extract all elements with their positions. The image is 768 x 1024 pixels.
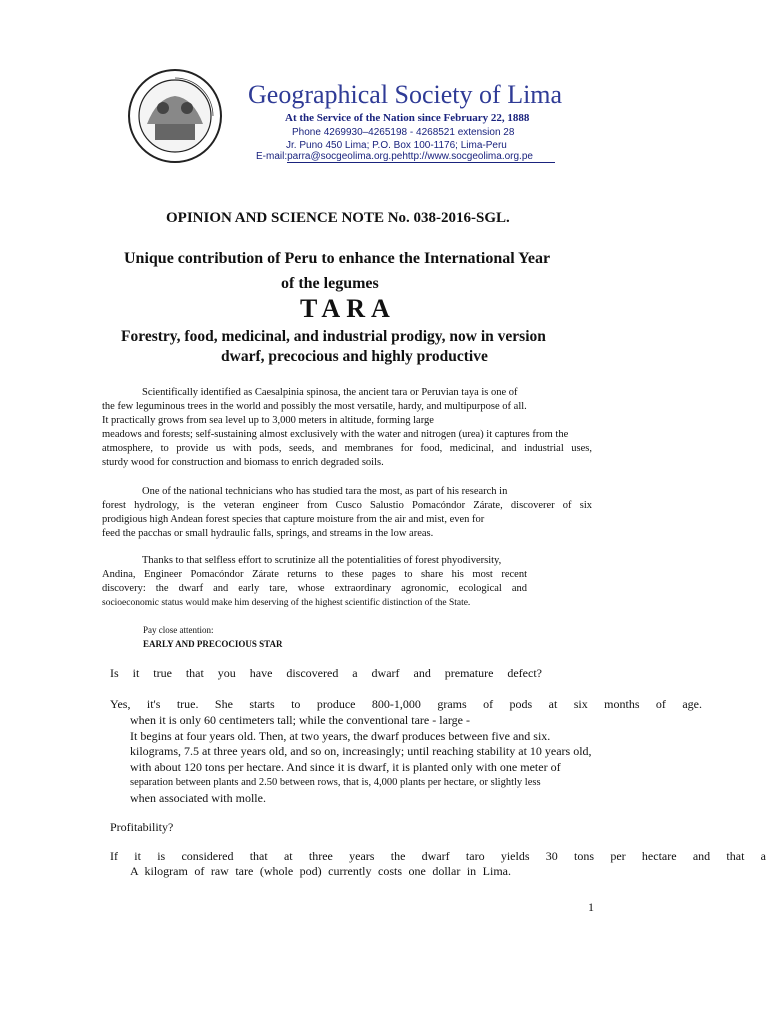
address-line: Jr. Puno 450 Lima; P.O. Box 100-1176; Lima-Peru <box>286 140 507 151</box>
note-number: OPINION AND SCIENCE NOTE No. 038-2016-SGL. <box>166 210 510 226</box>
paragraph-1 <box>102 386 592 470</box>
paragraph-line: Andina, Engineer Pomacóndor Zárate returns to these pages to share his most recent <box>102 569 527 580</box>
paragraph-2 <box>102 485 592 541</box>
email-link[interactable]: parra@socgeolima.org.pehttp://www.socgeolima.org.pe <box>287 151 555 163</box>
paragraph-line: discovery: the dwarf and early tare, whose extraordinary agronomic, ecological and <box>102 583 527 594</box>
answer-2-first-line: If it is considered that at three years the dwarf taro yields 30 tons per hectare and that a <box>110 849 766 863</box>
paragraph-line: It practically grows from sea level up to 3,000 meters in altitude, forming large <box>102 415 434 426</box>
paragraph-line: socioeconomic status would make him deserving of the highest scientific distinction of the State. <box>102 598 471 608</box>
question-2: Profitability? <box>110 820 174 834</box>
email-line <box>256 151 555 162</box>
paragraph-3 <box>102 554 527 610</box>
attention-text: Pay close attention: <box>143 625 214 635</box>
paragraph-line: meadows and forests; self-sustaining almost exclusively with the water and nitrogen (urea) it captures from the <box>102 429 569 440</box>
paragraph-line: feed the pacchas or small hydraulic falls, springs, and streams in the low areas. <box>102 528 434 539</box>
subtitle-line-1: Unique contribution of Peru to enhance the International Year <box>124 250 551 267</box>
paragraph-line: the few leguminous trees in the world and possibly the most versatile, hardy, and multipurpose of all. <box>102 401 527 412</box>
answer-2-second-line: A kilogram of raw tare (whole pod) currently costs one dollar in Lima. <box>130 864 511 878</box>
question-1: Is it true that you have discovered a dwarf and premature defect? <box>110 666 542 680</box>
phone-line: Phone 4269930–4265198 - 4268521 extension 28 <box>292 127 515 138</box>
answer-line: It begins at four years old. Then, at two years, the dwarf produces between five and six. <box>130 728 551 743</box>
answer-1-body <box>130 713 590 806</box>
paragraph-line: Scientifically identified as Caesalpinia spinosa, the ancient tara or Peruvian taya is one of <box>142 387 518 398</box>
document-title: TARA <box>300 294 396 323</box>
paragraph-line: Thanks to that selfless effort to scrutinize all the potentialities of forest phyodiversity, <box>142 555 502 566</box>
answer-line: when associated with molle. <box>130 790 266 805</box>
answer-line: separation between plants and 2.50 between rows, that is, 4,000 plants per hectare, or slightly less <box>130 777 541 788</box>
answer-line: when it is only 60 centimeters tall; while the conventional tare - large - <box>130 713 471 727</box>
society-name: Geographical Society of Lima <box>248 80 563 109</box>
society-seal-logo <box>127 68 223 164</box>
prodigy-line-2: dwarf, precocious and highly productive <box>221 348 488 365</box>
paragraph-line: prodigious high Andean forest species that capture moisture from the air and mist, even for <box>102 514 485 525</box>
paragraph-line: sturdy wood for construction and biomass to enrich degraded soils. <box>102 457 384 468</box>
paragraph-line: forest hydrology, is the veteran engineer from Cusco Salustio Pomacóndor Zárate, discoverer of six <box>102 500 592 511</box>
paragraph-line: One of the national technicians who has studied tara the most, as part of his research in <box>142 486 508 497</box>
prodigy-line-1: Forestry, food, medicinal, and industrial prodigy, now in version <box>121 328 546 345</box>
answer-1-first-line: Yes, it's true. She starts to produce 800-1,000 grams of pods at six months of age. <box>110 697 702 711</box>
answer-line: kilograms, 7.5 at three years old, and so on, increasingly; until reaching stability at 10 years old, <box>130 744 592 758</box>
paragraph-line: atmosphere, to provide us with pods, seeds, and membranes for food, medicinal, and industrial uses, <box>102 443 592 454</box>
email-label: E-mail: <box>256 151 288 162</box>
answer-line: with about 120 tons per hectare. And since it is dwarf, it is planted only with one meter of <box>130 759 561 774</box>
service-line: At the Service of the Nation since February 22, 1888 <box>285 112 530 124</box>
subtitle-line-2: of the legumes <box>281 275 379 292</box>
page-number: 1 <box>588 900 594 914</box>
section-heading: EARLY AND PRECOCIOUS STAR <box>143 639 283 649</box>
